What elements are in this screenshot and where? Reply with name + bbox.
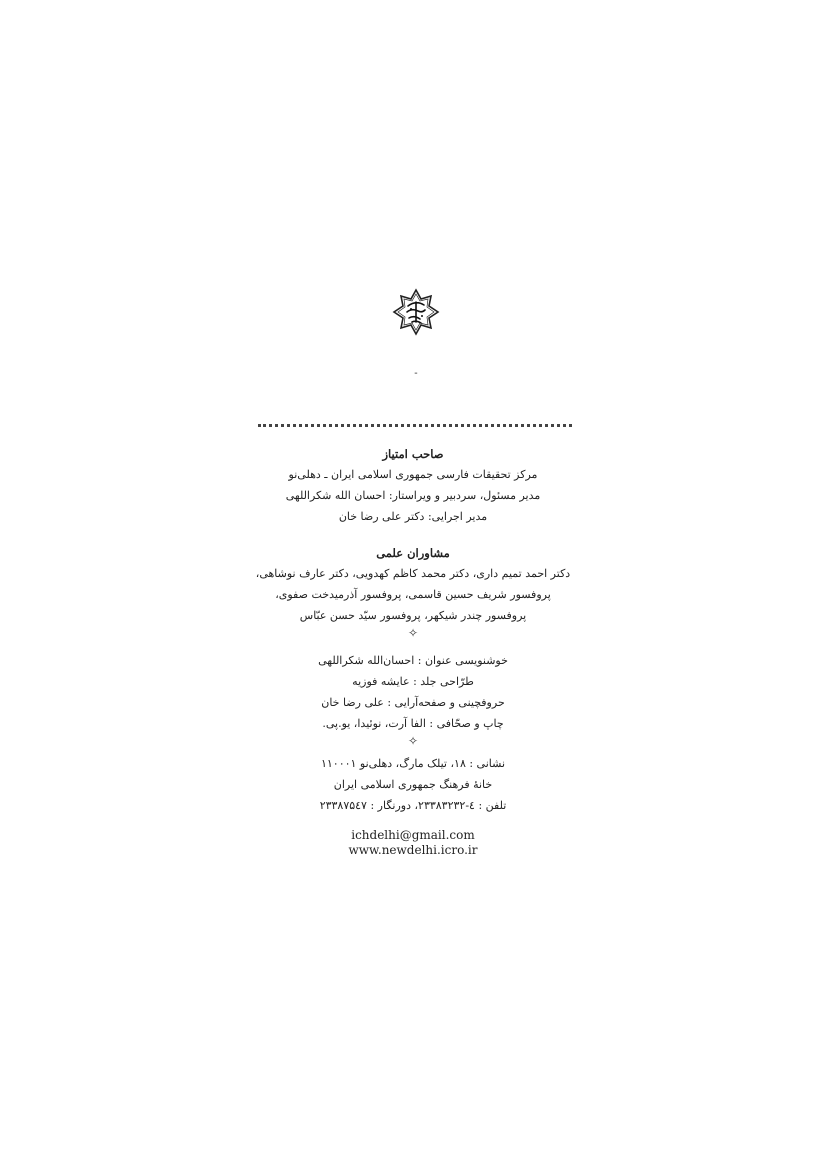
email-address: ichdelhi@gmail.com — [351, 828, 475, 842]
dash-mark: - — [414, 368, 418, 379]
credit-line: حروفچینی و صفحه‌آرایی : علی رضا خان — [321, 696, 505, 709]
advisor-line: دکتر احمد تمیم داری، دکتر محمد کاظم کهدویی، دکتر عارف نوشاهی، — [255, 567, 571, 580]
credit-line: خوشنویسی عنوان : احسان‌الله شکراللهی — [318, 654, 508, 667]
credits-section — [200, 650, 626, 748]
separator-star-icon: ✧ — [407, 626, 419, 640]
publisher-heading: صاحب امتیاز — [382, 447, 444, 461]
calligraphic-emblem-icon — [392, 288, 440, 336]
advisor-line: پروفسور چندر شیکهر، پروفسور سیّد حسن عبّاس — [299, 609, 527, 622]
dotted-divider — [258, 424, 572, 431]
publisher-line: مدیر مسئول، سردبیر و ویراستار: احسان الله شکراللهی — [285, 489, 541, 502]
web-contact-section — [200, 828, 626, 858]
contact-section — [200, 753, 626, 816]
separator-star-icon: ✧ — [407, 734, 419, 748]
address-line: نشانی : ۱۸، تیلک مارگ، دهلی‌نو ۱۱۰۰۰۱ — [320, 757, 506, 770]
credit-line: طرّاحی جلد : عایشه فوزیه — [352, 675, 474, 688]
organization-line: خانهٔ فرهنگ جمهوری اسلامی ایران — [333, 778, 493, 791]
website-url: www.newdelhi.icro.ir — [348, 843, 478, 857]
phone-fax-line: تلفن : ٤-۲۳۳۸۳۲۳۲، دورنگار : ۲۳۳۸۷۵٤۷ — [319, 799, 507, 812]
advisors-heading: مشاوران علمی — [376, 546, 450, 560]
publisher-section — [200, 444, 626, 527]
advisor-line: پروفسور شریف حسین قاسمی، پروفسور آذرمیدخت صفوی، — [275, 588, 551, 601]
advisors-section — [200, 543, 626, 640]
credit-line: چاپ و صحّافی : الفا آرت، نوئیدا، یو.پی. — [322, 717, 504, 730]
publisher-line: مرکز تحقیقات فارسی جمهوری اسلامی ایران ـ دهلی‌نو — [288, 468, 538, 481]
publisher-line: مدیر اجرایی: دکتر علی رضا خان — [338, 510, 488, 523]
